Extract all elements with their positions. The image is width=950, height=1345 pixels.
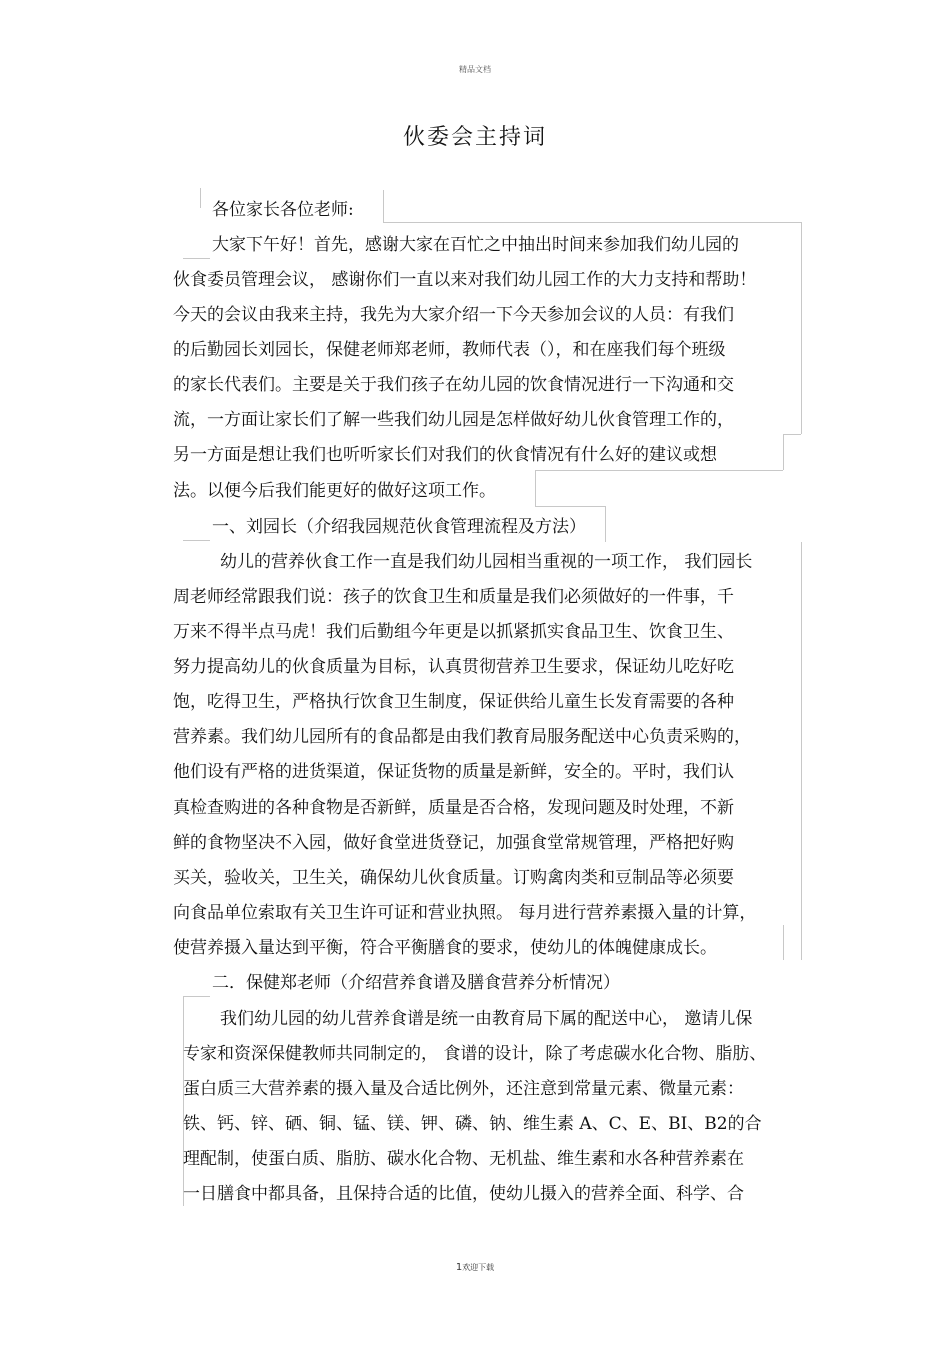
text-line: 专家和资深保健教师共同制定的， 食谱的设计，除了考虑碳水化合物、脂肪、	[183, 1044, 767, 1064]
text-line: 买关，验收关，卫生关，确保幼儿伙食质量。订购禽肉类和豆制品等必须要	[173, 868, 734, 888]
frame-line	[783, 925, 784, 960]
text-line: 努力提高幼儿的伙食质量为目标，认真贯彻营养卫生要求，保证幼儿吃好吃	[173, 657, 734, 677]
text-line: 另一方面是想让我们也听听家长们对我们的伙食情况有什么好的建议或想	[173, 445, 717, 465]
text-line: 真检查购进的各种食物是否新鲜，质量是否合格，发现问题及时处理，不新	[173, 798, 734, 818]
text-line: 法。以便今后我们能更好的做好这项工作。	[173, 481, 496, 501]
text-line: 的家长代表们。主要是关于我们孩子在幼儿园的饮食情况进行一下沟通和交	[173, 375, 734, 395]
frame-line	[535, 470, 783, 471]
frame-line	[801, 542, 802, 960]
frame-line	[383, 190, 384, 222]
section-heading: 二．保健郑老师（介绍营养食谱及膳食营养分析情况）	[212, 973, 620, 993]
frame-line	[783, 434, 801, 435]
frame-line	[183, 996, 184, 1206]
text-line: 向食品单位索取有关卫生许可证和营业执照。 每月进行营养素摄入量的计算，	[173, 903, 757, 923]
page-title: 伙委会主持词	[402, 125, 547, 150]
text-line: 周老师经常跟我们说：孩子的饮食卫生和质量是我们必须做好的一件事，千	[173, 587, 734, 607]
text-line: 万来不得半点马虎！我们后勤组今年更是以抓紧抓实食品卫生、饮食卫生、	[173, 622, 734, 642]
text-line: 今天的会议由我来主持，我先为大家介绍一下今天参加会议的人员：有我们	[173, 305, 734, 325]
text-line: 流，一方面让家长们了解一些我们幼儿园是怎样做好幼儿伙食管理工作的，	[173, 410, 734, 430]
frame-line	[801, 222, 802, 434]
text-line: 他们设有严格的进货渠道，保证货物的质量是新鲜，安全的。平时，我们认	[173, 762, 734, 782]
text-line: 蛋白质三大营养素的摄入量及合适比例外，还注意到常量元素、微量元素：	[183, 1079, 744, 1099]
frame-line	[200, 188, 201, 208]
page-footer	[0, 1262, 950, 1273]
text-line: 各位家长各位老师:	[212, 200, 354, 220]
text-line: 营养素。我们幼儿园所有的食品都是由我们教育局服务配送中心负责采购的，	[173, 727, 751, 747]
text-line: 大家下午好！首先，感谢大家在百忙之中抽出时间来参加我们幼儿园的	[212, 235, 739, 255]
header-watermark: 精品文档	[459, 65, 491, 74]
frame-line	[183, 540, 210, 541]
text-line: 一日膳食中都具备，且保持合适的比值，使幼儿摄入的营养全面、科学、合	[183, 1184, 744, 1204]
frame-line	[605, 506, 606, 542]
frame-line	[183, 258, 210, 259]
section-heading: 一、刘园长（介绍我园规范伙食管理流程及方法）	[212, 517, 586, 537]
text-line: 理配制，使蛋白质、脂肪、碳水化合物、无机盐、维生素和水各种营养素在	[183, 1149, 744, 1169]
text-line: 饱，吃得卫生，严格执行饮食卫生制度，保证供给儿童生长发育需要的各种	[173, 692, 734, 712]
footer-text: 欢迎下载	[462, 1263, 495, 1272]
text-line: 伙食委员管理会议， 感谢你们一直以来对我们幼儿园工作的大力支持和帮助！	[173, 270, 757, 290]
text-line: 我们幼儿园的幼儿营养食谱是统一由教育局下属的配送中心， 邀请儿保	[220, 1009, 753, 1029]
text-line: 鲜的食物坚决不入园，做好食堂进货登记，加强食堂常规管理，严格把好购	[173, 833, 734, 853]
frame-line	[535, 470, 536, 506]
frame-line	[783, 434, 784, 470]
frame-line	[383, 222, 801, 223]
text-line: 的后勤园长刘园长，保健老师郑老师，教师代表（），和在座我们每个班级	[173, 340, 726, 360]
text-line: 铁、钙、锌、硒、铜、锰、镁、钾、磷、钠、维生素 A、C、E、BI、B2的合	[183, 1114, 762, 1134]
page-number: 1	[455, 1262, 463, 1273]
text-line: 使营养摄入量达到平衡，符合平衡膳食的要求，使幼儿的体魄健康成长。	[173, 938, 717, 958]
text-line: 幼儿的营养伙食工作一直是我们幼儿园相当重视的一项工作， 我们园长	[220, 552, 753, 572]
frame-line	[535, 506, 605, 507]
frame-line	[183, 996, 210, 997]
